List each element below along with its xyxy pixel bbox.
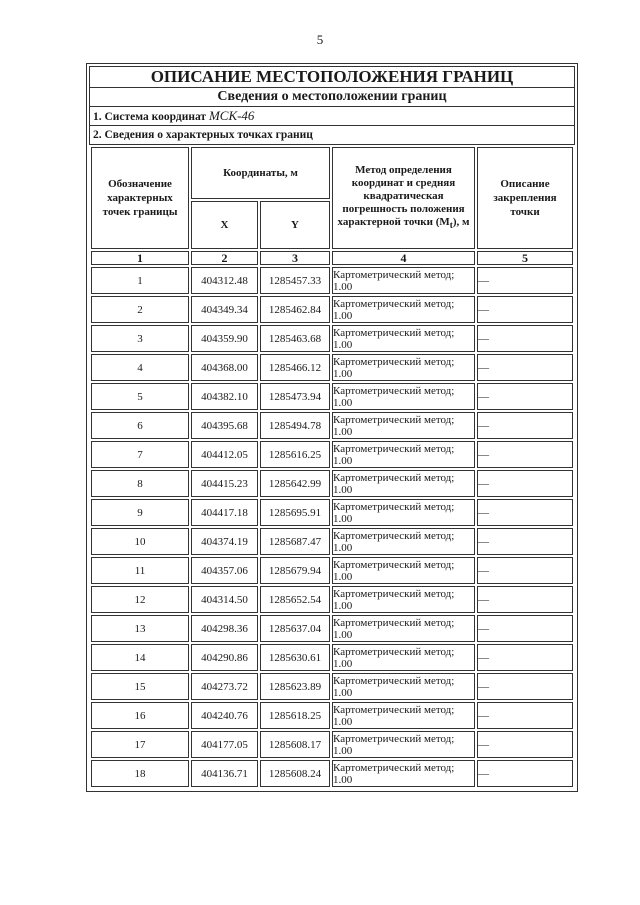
points-table	[89, 145, 575, 789]
method-cell	[332, 267, 475, 294]
point-id-cell: 1	[91, 267, 189, 294]
point-id-cell: 5	[91, 383, 189, 410]
y-coordinate-cell: 1285630.61	[260, 644, 330, 671]
table-row	[91, 586, 573, 613]
fixing-cell: —	[477, 296, 573, 323]
method-cell	[332, 702, 475, 729]
method-text: Картометрический метод;	[333, 616, 455, 629]
fixing-cell: —	[477, 267, 573, 294]
point-id-cell: 12	[91, 586, 189, 613]
table-row	[91, 557, 573, 584]
y-coordinate-cell: 1285462.84	[260, 296, 330, 323]
table-row	[91, 383, 573, 410]
method-text: Картометрический метод;	[333, 500, 455, 513]
fixing-cell: —	[477, 383, 573, 410]
header-method	[332, 147, 475, 249]
header-method-unit: ), м	[452, 215, 470, 228]
method-text: Картометрический метод;	[333, 645, 455, 658]
header-x: X	[191, 201, 258, 249]
header-y: Y	[260, 201, 330, 249]
y-coordinate-cell: 1285623.89	[260, 673, 330, 700]
x-coordinate-cell: 404374.19	[191, 528, 258, 555]
method-cell	[332, 557, 475, 584]
header-method-sub: t	[449, 220, 453, 231]
section2-label: 2. Сведения о характерных точках границ	[89, 126, 575, 145]
table-row	[91, 731, 573, 758]
x-coordinate-cell: 404359.90	[191, 325, 258, 352]
method-text: Картометрический метод;	[333, 529, 455, 542]
point-id-cell: 13	[91, 615, 189, 642]
point-id-cell: 18	[91, 760, 189, 787]
x-coordinate-cell: 404417.18	[191, 499, 258, 526]
header-fixing: Описание закрепления точки	[477, 147, 573, 249]
point-id-cell: 4	[91, 354, 189, 381]
fixing-cell: —	[477, 499, 573, 526]
point-id-cell: 15	[91, 673, 189, 700]
fixing-cell: —	[477, 702, 573, 729]
method-text: Картометрический метод;	[333, 326, 455, 339]
table-row	[91, 702, 573, 729]
title-block	[89, 66, 575, 107]
method-accuracy: 1.00	[333, 773, 353, 786]
fixing-cell: —	[477, 760, 573, 787]
x-coordinate-cell: 404290.86	[191, 644, 258, 671]
method-accuracy: 1.00	[333, 541, 353, 554]
fixing-cell: —	[477, 354, 573, 381]
method-cell	[332, 499, 475, 526]
method-text: Картометрический метод;	[333, 442, 455, 455]
x-coordinate-cell: 404314.50	[191, 586, 258, 613]
method-cell	[332, 644, 475, 671]
column-number: 5	[477, 251, 573, 265]
table-row	[91, 267, 573, 294]
coord-system-value: МСК-46	[208, 108, 255, 123]
method-accuracy: 1.00	[333, 396, 353, 409]
method-cell	[332, 760, 475, 787]
column-number-row	[91, 251, 573, 265]
fixing-cell: —	[477, 325, 573, 352]
method-accuracy: 1.00	[333, 309, 353, 322]
x-coordinate-cell: 404312.48	[191, 267, 258, 294]
point-id-cell: 14	[91, 644, 189, 671]
x-coordinate-cell: 404349.34	[191, 296, 258, 323]
x-coordinate-cell: 404412.05	[191, 441, 258, 468]
y-coordinate-cell: 1285687.47	[260, 528, 330, 555]
method-text: Картометрический метод;	[333, 413, 455, 426]
table-row	[91, 644, 573, 671]
header-point: Обозначение характерных точек границы	[91, 147, 189, 249]
method-cell	[332, 586, 475, 613]
table-row	[91, 296, 573, 323]
point-id-cell: 10	[91, 528, 189, 555]
y-coordinate-cell: 1285695.91	[260, 499, 330, 526]
point-id-cell: 6	[91, 412, 189, 439]
method-text: Картометрический метод;	[333, 674, 455, 687]
y-coordinate-cell: 1285608.17	[260, 731, 330, 758]
fixing-cell: —	[477, 528, 573, 555]
fixing-cell: —	[477, 586, 573, 613]
point-id-cell: 8	[91, 470, 189, 497]
table-row	[91, 441, 573, 468]
x-coordinate-cell: 404368.00	[191, 354, 258, 381]
method-accuracy: 1.00	[333, 483, 353, 496]
column-number: 1	[91, 251, 189, 265]
table-row	[91, 499, 573, 526]
header-method-m: (M	[435, 215, 450, 228]
point-id-cell: 7	[91, 441, 189, 468]
method-accuracy: 1.00	[333, 454, 353, 467]
table-row	[91, 673, 573, 700]
x-coordinate-cell: 404415.23	[191, 470, 258, 497]
method-text: Картометрический метод;	[333, 297, 455, 310]
y-coordinate-cell: 1285652.54	[260, 586, 330, 613]
method-cell	[332, 673, 475, 700]
header-coords: Координаты, м	[191, 147, 330, 199]
method-text: Картометрический метод;	[333, 732, 455, 745]
y-coordinate-cell: 1285642.99	[260, 470, 330, 497]
method-accuracy: 1.00	[333, 570, 353, 583]
method-cell	[332, 731, 475, 758]
method-text: Картометрический метод;	[333, 587, 455, 600]
method-accuracy: 1.00	[333, 280, 353, 293]
column-number: 4	[332, 251, 475, 265]
fixing-cell: —	[477, 731, 573, 758]
y-coordinate-cell: 1285679.94	[260, 557, 330, 584]
page-subtitle: Сведения о местоположении границ	[217, 89, 447, 104]
fixing-cell: —	[477, 615, 573, 642]
y-coordinate-cell: 1285618.25	[260, 702, 330, 729]
fixing-cell: —	[477, 557, 573, 584]
y-coordinate-cell: 1285466.12	[260, 354, 330, 381]
x-coordinate-cell: 404298.36	[191, 615, 258, 642]
x-coordinate-cell: 404240.76	[191, 702, 258, 729]
method-accuracy: 1.00	[333, 338, 353, 351]
column-number: 3	[260, 251, 330, 265]
method-text: Картометрический метод;	[333, 268, 455, 281]
method-text: Картометрический метод;	[333, 384, 455, 397]
method-text: Картометрический метод;	[333, 558, 455, 571]
point-id-cell: 2	[91, 296, 189, 323]
method-text: Картометрический метод;	[333, 761, 455, 774]
header-method-main: Метод определения координат и средняя квадратическая погрешность положения характерной точки	[337, 163, 465, 228]
method-accuracy: 1.00	[333, 744, 353, 757]
fixing-cell: —	[477, 441, 573, 468]
x-coordinate-cell: 404136.71	[191, 760, 258, 787]
y-coordinate-cell: 1285494.78	[260, 412, 330, 439]
x-coordinate-cell: 404273.72	[191, 673, 258, 700]
coord-system-label: 1. Система координат	[93, 111, 207, 123]
x-coordinate-cell: 404177.05	[191, 731, 258, 758]
fixing-cell: —	[477, 470, 573, 497]
method-cell	[332, 470, 475, 497]
point-id-cell: 17	[91, 731, 189, 758]
method-accuracy: 1.00	[333, 715, 353, 728]
point-id-cell: 16	[91, 702, 189, 729]
table-row	[91, 615, 573, 642]
x-coordinate-cell: 404382.10	[191, 383, 258, 410]
method-accuracy: 1.00	[333, 367, 353, 380]
column-number: 2	[191, 251, 258, 265]
fixing-cell: —	[477, 644, 573, 671]
table-row	[91, 412, 573, 439]
method-cell	[332, 441, 475, 468]
point-id-cell: 11	[91, 557, 189, 584]
method-accuracy: 1.00	[333, 628, 353, 641]
coord-system-row	[89, 107, 575, 126]
point-id-cell: 9	[91, 499, 189, 526]
document-frame	[86, 63, 578, 792]
point-id-cell: 3	[91, 325, 189, 352]
page-number: 5	[316, 32, 324, 47]
y-coordinate-cell: 1285616.25	[260, 441, 330, 468]
table-row	[91, 470, 573, 497]
x-coordinate-cell: 404357.06	[191, 557, 258, 584]
method-cell	[332, 354, 475, 381]
y-coordinate-cell: 1285463.68	[260, 325, 330, 352]
method-cell	[332, 615, 475, 642]
method-cell	[332, 383, 475, 410]
method-accuracy: 1.00	[333, 686, 353, 699]
y-coordinate-cell: 1285637.04	[260, 615, 330, 642]
x-coordinate-cell: 404395.68	[191, 412, 258, 439]
y-coordinate-cell: 1285457.33	[260, 267, 330, 294]
method-cell	[332, 325, 475, 352]
method-accuracy: 1.00	[333, 599, 353, 612]
method-accuracy: 1.00	[333, 425, 353, 438]
page-title: ОПИСАНИЕ МЕСТОПОЛОЖЕНИЯ ГРАНИЦ	[90, 67, 574, 88]
y-coordinate-cell: 1285473.94	[260, 383, 330, 410]
method-cell	[332, 412, 475, 439]
method-accuracy: 1.00	[333, 512, 353, 525]
method-cell	[332, 296, 475, 323]
table-row	[91, 354, 573, 381]
fixing-cell: —	[477, 673, 573, 700]
method-text: Картометрический метод;	[333, 703, 455, 716]
fixing-cell: —	[477, 412, 573, 439]
method-cell	[332, 528, 475, 555]
table-row	[91, 325, 573, 352]
table-row	[91, 528, 573, 555]
table-row	[91, 760, 573, 787]
y-coordinate-cell: 1285608.24	[260, 760, 330, 787]
method-text: Картометрический метод;	[333, 471, 455, 484]
method-text: Картометрический метод;	[333, 355, 455, 368]
method-accuracy: 1.00	[333, 657, 353, 670]
